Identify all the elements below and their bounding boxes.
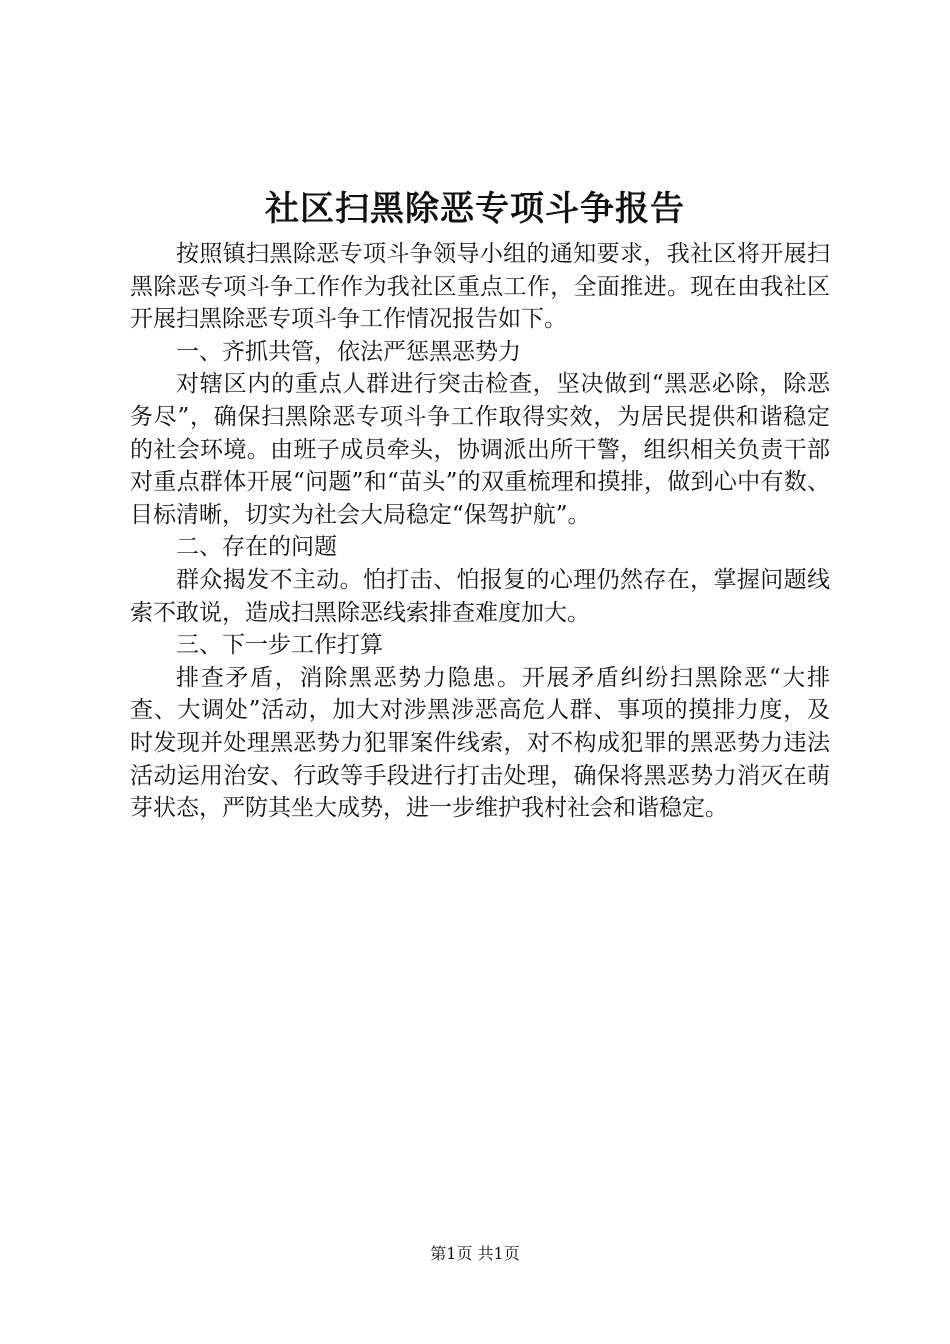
section-heading-1: 一、齐抓共管，依法严惩黑恶势力 [176,338,521,365]
section-heading-2: 二、存在的问题 [176,534,337,561]
page-number-footer: 第1页 共1页 [430,1244,520,1263]
section-2-paragraph: 群众揭发不主动。怕打击、怕报复的心理仍然存在，掌握问题线索不敢说，造成扫黑除恶线索排查难度加大。 [130,566,830,626]
section-3-paragraph: 排查矛盾，消除黑恶势力隐患。开展矛盾纠纷扫黑除恶“大排查、大调处”活动，加大对涉黑涉恶高危人群、事项的摸排力度，及时发现并处理黑恶势力犯罪案件线索，对不构成犯罪的黑恶势力违法活动运用治安、行政等手段进行打击处理，确保将黑恶势力消灭在萌芽状态，严防其坐大成势，进一步维护我村社会和谐稳定。 [130,664,830,822]
intro-paragraph: 按照镇扫黑除恶专项斗争领导小组的通知要求，我社区将开展扫黑除恶专项斗争工作作为我社区重点工作，全面推进。现在由我社区开展扫黑除恶专项斗争工作情况报告如下。 [130,241,830,333]
section-1-paragraph: 对辖区内的重点人群进行突击检查，坚决做到“黑恶必除，除恶务尽”，确保扫黑除恶专项斗争工作取得实效，为居民提供和谐稳定的社会环境。由班子成员牵头，协调派出所干警，组织相关负责干部对重点群体开展“问题”和“苗头”的双重梳理和摸排，做到心中有数、目标清晰，切实为社会大局稳定“保驾护航”。 [130,371,830,528]
section-heading-3: 三、下一步工作打算 [176,632,383,659]
document-title: 社区扫黑除恶专项斗争报告 [265,189,685,229]
document-body [130,238,830,825]
